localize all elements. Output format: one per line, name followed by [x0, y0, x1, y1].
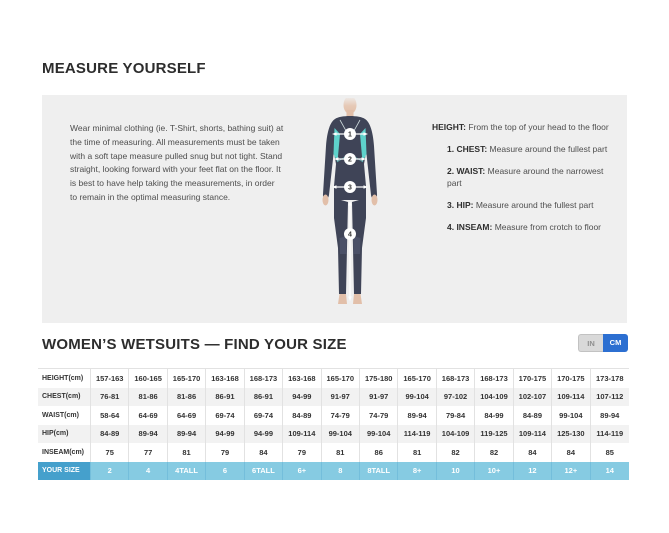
table-row [38, 406, 629, 425]
size-value-cell: 6 [206, 462, 244, 481]
measurement-cell: 84-89 [91, 425, 129, 444]
measurement-cell: 107-112 [596, 392, 624, 402]
chest-step-label: 1. CHEST: [447, 143, 488, 154]
measurement-cell: 77 [129, 443, 167, 462]
measurement-cell: 91-97 [360, 388, 398, 407]
measurement-cell: 94-99 [206, 425, 244, 444]
measurement-cell: 85 [605, 447, 614, 457]
measurement-cell: 160-165 [129, 369, 167, 388]
measurement-cell: 84 [552, 443, 590, 462]
measurement-cell: 163-168 [206, 369, 244, 388]
row-label: HIP(cm) [38, 425, 91, 444]
size-value-cell: 2 [91, 462, 129, 481]
measurement-cell: 125-130 [552, 425, 590, 444]
row-label: WAIST(cm) [38, 406, 91, 425]
measurement-cell: 109-114 [552, 388, 590, 407]
measurement-cell: 89-94 [168, 425, 206, 444]
measurement-cell: 81 [398, 443, 436, 462]
measurement-cell: 114-119 [398, 425, 436, 444]
measurement-cell: 74-79 [360, 406, 398, 425]
measurement-cell: 91-97 [322, 388, 360, 407]
marker-2: 2 [347, 156, 352, 164]
measurement-cell: 86-91 [206, 388, 244, 407]
measurement-cell: 86 [360, 443, 398, 462]
measurement-cell: 168-173 [475, 369, 513, 388]
measurement-cell: 82 [475, 443, 513, 462]
measurement-cell: 94-99 [283, 388, 321, 407]
marker-3: 3 [347, 184, 352, 192]
table-row [38, 388, 629, 407]
measurement-cell: 89-94 [129, 425, 167, 444]
measurement-cell: 157-163 [91, 369, 129, 388]
find-your-size-title: WOMEN’S WETSUITS — FIND YOUR SIZE [42, 336, 347, 353]
height-text: From the top of your head to the floor [468, 122, 609, 132]
measurement-cell: 86-91 [245, 388, 283, 407]
row-label: YOUR SIZE [38, 462, 91, 481]
table-row [38, 369, 629, 388]
measurement-cell: 109-114 [283, 425, 321, 444]
table-row [38, 443, 629, 462]
measurement-cell: 175-180 [360, 369, 398, 388]
inseam-step-label: 4. INSEAM: [447, 221, 493, 232]
measurement-cell: 119-125 [475, 425, 513, 444]
inches-toggle-button[interactable]: IN [578, 334, 603, 352]
measurement-cell: 102-107 [514, 388, 552, 407]
measurement-cell: 84 [245, 443, 283, 462]
measurement-cell: 168-173 [245, 369, 283, 388]
size-value-cell: 6TALL [245, 462, 283, 481]
inseam-step-text: Measure from crotch to floor [494, 221, 602, 232]
measurement-cell: 81 [168, 443, 206, 462]
measurement-cell: 75 [91, 443, 129, 462]
size-value-cell: 10+ [475, 462, 513, 481]
measurement-cell: 84 [514, 443, 552, 462]
measurement-cell: 69-74 [206, 406, 244, 425]
measurement-cell: 163-168 [283, 369, 321, 388]
measurement-cell: 104-109 [475, 388, 513, 407]
measuring-instructions: Wear minimal clothing (ie. T-Shirt, shorts, bathing suit) at the time of measuring. All measurements must be taken with a soft tape measure pulled snug but not tight. Stand straight, looking forward with your feet flat on the floor. It is best to have help taking the measurements, in order to remain in the optimal measuring stance. [70, 123, 284, 202]
row-label: INSEAM(cm) [38, 443, 91, 462]
size-value-cell: 4TALL [168, 462, 206, 481]
row-label: CHEST(cm) [38, 388, 91, 407]
size-value-cell: 12 [514, 462, 552, 481]
row-label: HEIGHT(cm) [38, 369, 91, 388]
marker-4: 4 [347, 231, 352, 239]
measurement-cell: 69-74 [245, 406, 283, 425]
measurement-cell: 79 [206, 443, 244, 462]
measurement-cell: 76-81 [91, 388, 129, 407]
measurement-cell: 170-175 [514, 369, 552, 388]
measurement-cell: 114-119 [596, 429, 624, 439]
wetsuit-figure [291, 95, 408, 323]
unit-toggle [578, 334, 628, 352]
measurement-cell: 165-170 [322, 369, 360, 388]
measure-panel [42, 95, 627, 323]
measurement-cell: 104-109 [437, 425, 475, 444]
measurement-cell: 99-104 [322, 425, 360, 444]
size-value-cell: 10 [437, 462, 475, 481]
measurement-cell: 94-99 [245, 425, 283, 444]
measurement-cell: 81-86 [129, 388, 167, 407]
size-value-cell: 14 [591, 462, 629, 481]
measurement-cell: 109-114 [514, 425, 552, 444]
measurement-cell: 64-69 [129, 406, 167, 425]
measurement-cell: 89-94 [398, 406, 436, 425]
your-size-row [38, 462, 629, 481]
measurement-cell: 165-170 [398, 369, 436, 388]
measurement-cell: 84-89 [283, 406, 321, 425]
size-table [38, 368, 629, 480]
inseam-step [447, 221, 619, 234]
waist-step-text: Measure around the narrowest part [447, 165, 604, 189]
measurement-cell: 99-104 [360, 425, 398, 444]
measurement-cell: 170-175 [552, 369, 590, 388]
measurement-cell: 79 [283, 443, 321, 462]
measurement-cell: 82 [437, 443, 475, 462]
measurement-cell: 81 [322, 443, 360, 462]
measurement-cell: 84-99 [475, 406, 513, 425]
measurement-definitions [408, 95, 627, 323]
measurement-cell: 165-170 [168, 369, 206, 388]
measurement-cell: 173-178 [596, 373, 624, 383]
measurement-cell: 81-86 [168, 388, 206, 407]
size-value-cell: 8 [322, 462, 360, 481]
measure-yourself-title: MEASURE YOURSELF [42, 60, 206, 77]
hip-step [447, 199, 619, 212]
measurement-cell: 97-102 [437, 388, 475, 407]
waist-step-label: 2. WAIST: [447, 165, 486, 176]
size-value-cell: 8TALL [360, 462, 398, 481]
height-label: HEIGHT: [432, 122, 466, 132]
height-definition [432, 121, 619, 134]
measurement-cell: 74-79 [322, 406, 360, 425]
chest-step-text: Measure around the fullest part [489, 143, 608, 154]
table-row [38, 425, 629, 444]
hip-step-label: 3. HIP: [447, 200, 474, 210]
size-value-cell: 8+ [398, 462, 436, 481]
chest-step [447, 143, 619, 156]
measurement-cell: 84-89 [514, 406, 552, 425]
measurement-cell: 58-64 [91, 406, 129, 425]
measurement-cell: 64-69 [168, 406, 206, 425]
measurement-cell: 79-84 [437, 406, 475, 425]
size-value-cell: 4 [129, 462, 167, 481]
centimeters-toggle-button[interactable]: CM [603, 334, 628, 352]
size-value-cell: 6+ [283, 462, 321, 481]
wetsuit-figure-illustration [306, 98, 394, 312]
measurement-cell: 89-94 [600, 410, 620, 420]
size-value-cell: 12+ [552, 462, 590, 481]
measurement-cell: 168-173 [437, 369, 475, 388]
measurement-cell: 99-104 [552, 406, 590, 425]
waist-step [447, 165, 619, 191]
marker-1: 1 [347, 131, 352, 139]
measurement-cell: 99-104 [398, 388, 436, 407]
hip-step-text: Measure around the fullest part [475, 200, 594, 210]
